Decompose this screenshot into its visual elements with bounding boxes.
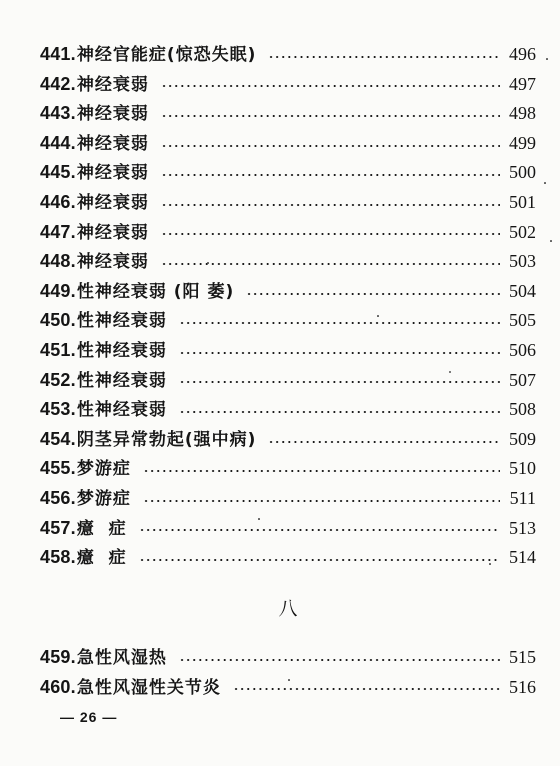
dot-leader: [268, 441, 500, 443]
scan-speck: [546, 58, 548, 60]
entry-number: 441.: [40, 44, 76, 64]
entry-title: 性神经衰弱: [76, 311, 167, 332]
entry-number: 446.: [40, 191, 76, 212]
entry-number: 454.: [40, 428, 76, 449]
toc-entry: [40, 306, 536, 336]
scan-speck: [258, 518, 260, 520]
entry-number: 444.: [40, 132, 76, 153]
dot-leader: [139, 529, 500, 531]
dot-leader: [161, 85, 500, 87]
dot-leader: [161, 233, 500, 235]
entry-title: 阴茎异常勃起(强中病): [76, 429, 257, 450]
entry-number: 445.: [40, 162, 76, 183]
scan-speck: [544, 182, 546, 184]
entry-number: 453.: [40, 399, 76, 420]
entry-title: 神经衰弱: [76, 252, 149, 273]
toc-entry: [40, 218, 536, 248]
entry-title: 神经衰弱: [76, 104, 149, 125]
dot-leader: [161, 263, 500, 265]
entry-number: 448.: [40, 251, 76, 272]
entry-page-number: 496: [509, 44, 536, 64]
entry-title: 神经衰弱: [76, 133, 149, 154]
scan-speck: [377, 315, 379, 317]
entry-page-number: 510: [509, 458, 536, 479]
entry-number: 449.: [40, 280, 76, 301]
entry-number: 447.: [40, 221, 76, 242]
entry-number: 442.: [40, 73, 76, 94]
dot-leader: [268, 56, 500, 58]
dot-leader: [143, 470, 500, 472]
toc-entry: [40, 425, 536, 455]
entry-title: 性神经衰弱: [76, 370, 167, 391]
dot-leader: [143, 500, 500, 502]
entry-number: 459.: [40, 647, 76, 667]
entry-page-number: 497: [509, 73, 536, 94]
dot-leader: [139, 559, 500, 561]
dot-leader: [179, 352, 500, 354]
entry-number: 458.: [40, 547, 76, 568]
entry-title: 神经衰弱: [76, 74, 149, 95]
toc-entry: [40, 336, 536, 366]
entry-page-number: 513: [509, 517, 536, 538]
entry-page-number: 505: [509, 310, 536, 331]
entry-page-number: 511: [509, 487, 536, 508]
toc-entry: [40, 643, 536, 673]
entry-page-number: 514: [509, 547, 536, 568]
entry-page-number: 515: [509, 647, 536, 667]
toc-entry: [40, 514, 536, 544]
entry-title: 神经官能症(惊恐失眠): [76, 45, 257, 65]
entry-number: 450.: [40, 310, 76, 331]
entry-title: 神经衰弱: [76, 163, 149, 184]
dot-leader: [246, 293, 500, 295]
dot-leader: [179, 659, 500, 661]
entry-page-number: 509: [509, 428, 536, 449]
dot-leader: [161, 145, 500, 147]
scan-speck: [550, 240, 552, 242]
scan-speck: [288, 679, 290, 681]
toc-list-section: [40, 643, 536, 702]
section-heading: 八: [278, 598, 298, 620]
entry-number: 451.: [40, 339, 76, 360]
entry-page-number: 503: [509, 251, 536, 272]
scan-speck: [449, 371, 451, 373]
entry-page-number: 504: [509, 280, 536, 301]
entry-title: 神经衰弱: [76, 192, 149, 213]
toc-entry: [40, 99, 536, 129]
dot-leader: [179, 322, 500, 324]
entry-title: 急性风湿性关节炎: [76, 677, 221, 698]
entry-title: 性神经衰弱: [76, 400, 167, 421]
entry-title: 性神经衰弱 (阳 萎): [76, 281, 235, 302]
entry-page-number: 516: [509, 676, 536, 697]
entry-page-number: 499: [509, 132, 536, 153]
entry-number: 452.: [40, 369, 76, 390]
entry-page-number: 508: [509, 399, 536, 420]
toc-list: [40, 40, 536, 573]
toc-entry: [40, 673, 536, 703]
toc-entry: [40, 40, 536, 70]
toc-entry: [40, 158, 536, 188]
entry-title: 神经衰弱: [76, 222, 149, 243]
entry-title: 梦游症: [76, 488, 131, 509]
dot-leader: [161, 204, 500, 206]
toc-entry: [40, 543, 536, 573]
entry-page-number: 502: [509, 221, 536, 242]
entry-title: 癔 症: [76, 518, 127, 539]
entry-number: 460.: [40, 676, 76, 697]
entry-page-number: 507: [509, 369, 536, 390]
entry-title: 癔 症: [76, 548, 127, 569]
dot-leader: [161, 115, 500, 117]
toc-entry: [40, 277, 536, 307]
entry-title: 急性风湿热: [76, 648, 167, 668]
entry-number: 456.: [40, 487, 76, 508]
toc-entry: [40, 395, 536, 425]
toc-entry: [40, 484, 536, 514]
toc-entry: [40, 129, 536, 159]
dot-leader: [233, 688, 500, 690]
dot-leader: [179, 381, 500, 383]
entry-page-number: 501: [509, 191, 536, 212]
entry-title: 性神经衰弱: [76, 340, 167, 361]
scan-speck: [207, 262, 209, 264]
toc-entry: [40, 70, 536, 100]
entry-page-number: 500: [509, 162, 536, 183]
toc-entry: [40, 454, 536, 484]
dot-leader: [161, 174, 500, 176]
entry-number: 443.: [40, 103, 76, 124]
entry-page-number: 506: [509, 339, 536, 360]
toc-entry: [40, 366, 536, 396]
page-footer-number: — 26 —: [60, 709, 118, 725]
toc-entry: [40, 247, 536, 277]
entry-number: 455.: [40, 458, 76, 479]
entry-title: 梦游症: [76, 459, 131, 480]
scan-speck: [489, 563, 491, 565]
entry-page-number: 498: [509, 103, 536, 124]
entry-number: 457.: [40, 517, 76, 538]
dot-leader: [179, 411, 500, 413]
toc-entry: [40, 188, 536, 218]
